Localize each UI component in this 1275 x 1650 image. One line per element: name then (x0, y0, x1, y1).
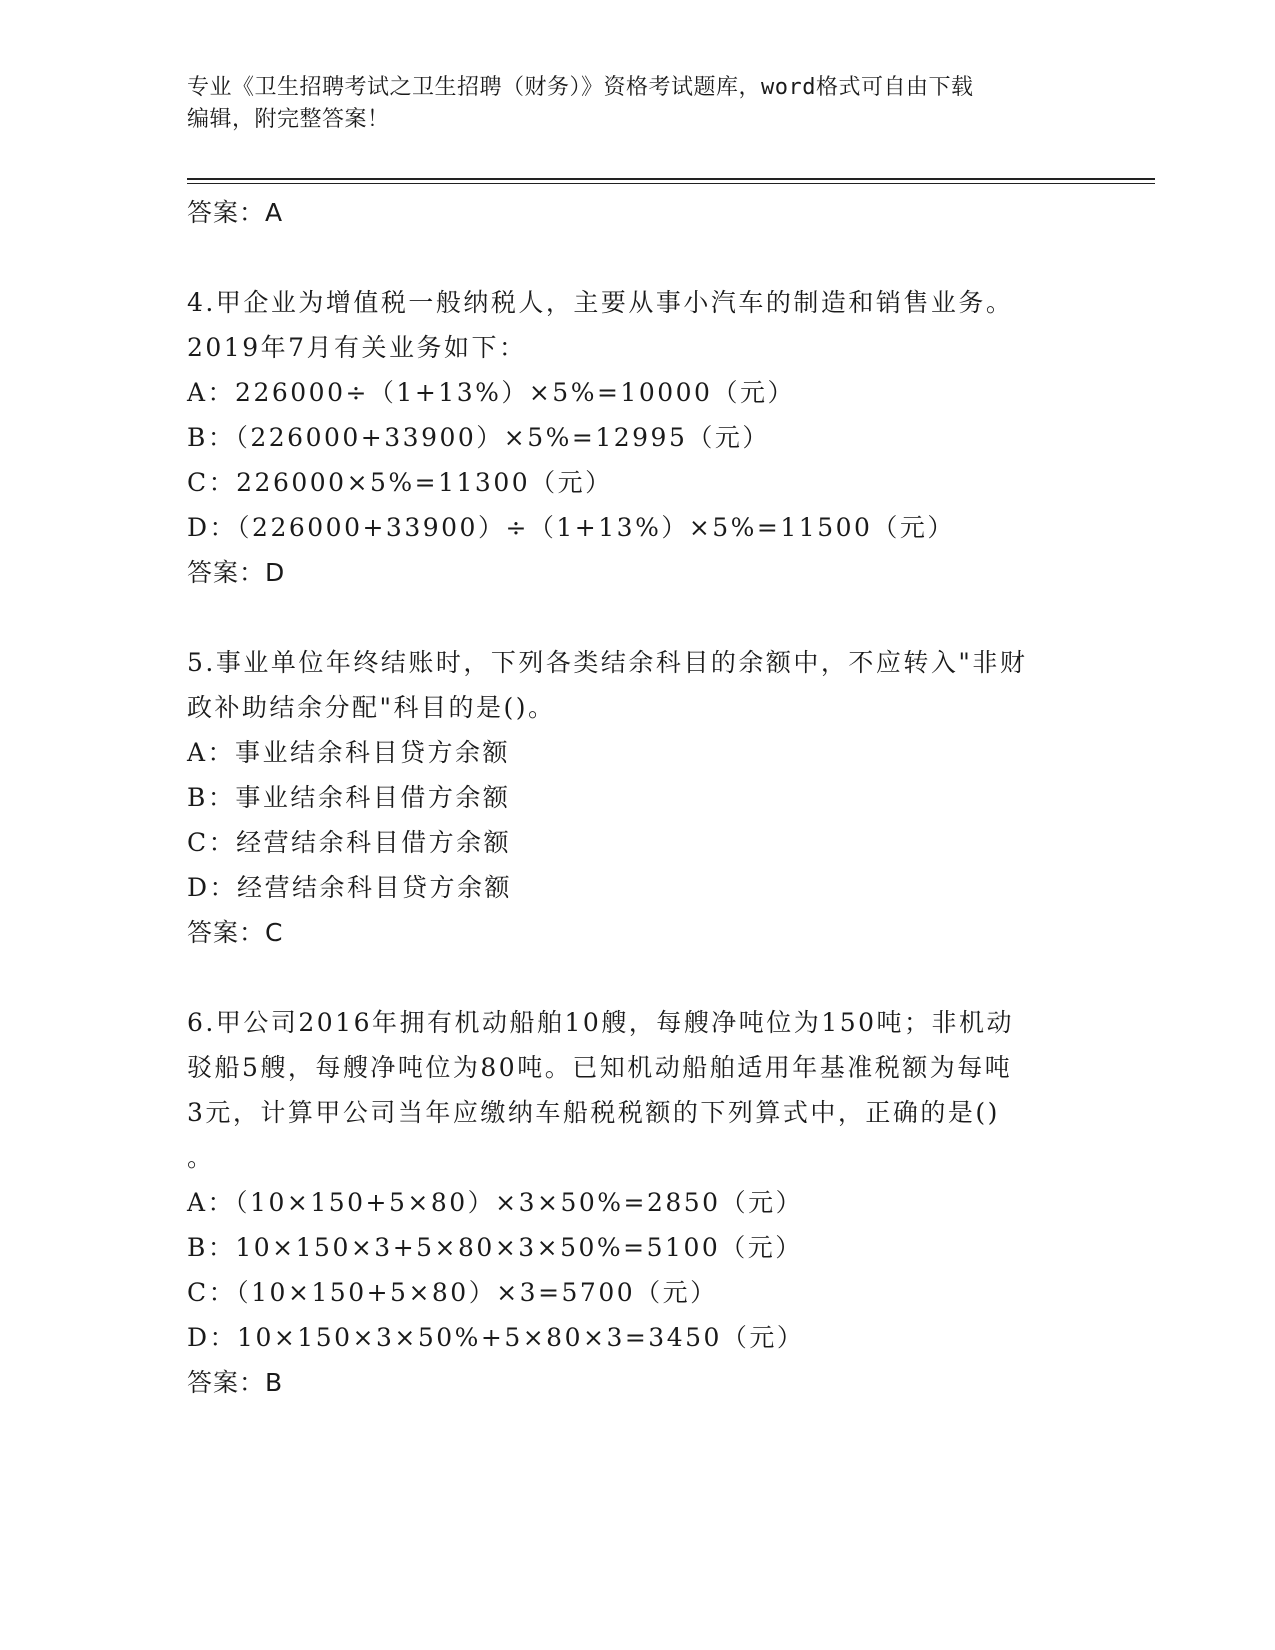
question-6-option-a: A：（10×150+5×80）×3×50%=2850（元） (187, 1188, 804, 1217)
question-6 (187, 1000, 1087, 1405)
question-4-option-d: D：（226000+33900）÷（1+13%）×5%=11500（元） (187, 513, 955, 542)
question-6-option-c: C：（10×150+5×80）×3=5700（元） (187, 1278, 718, 1307)
question-5-option-d: D：经营结余科目贷方余额 (187, 873, 513, 902)
question-6-line-3: 3元，计算甲公司当年应缴纳车船税税额的下列算式中，正确的是() (187, 1098, 1000, 1127)
question-4-line-1: 4.甲企业为增值税一般纳税人，主要从事小汽车的制造和销售业务。 (187, 288, 1014, 317)
question-4 (187, 280, 1087, 595)
question-4-line-2: 2019年7月有关业务如下： (187, 333, 527, 362)
question-4-option-a: A：226000÷（1+13%）×5%=10000（元） (187, 378, 795, 407)
question-5-option-b: B：事业结余科目借方余额 (187, 783, 511, 812)
spacer (187, 595, 1087, 640)
spacer (187, 235, 1087, 280)
question-5-line-2: 政补助结余分配"科目的是()。 (187, 693, 556, 722)
page-header (187, 72, 1087, 136)
question-5-option-c: C：经营结余科目借方余额 (187, 828, 512, 857)
question-4-option-b: B：（226000+33900）×5%=12995（元） (187, 423, 770, 452)
answer-q6: 答案：B (187, 1368, 284, 1397)
question-4-option-c: C：226000×5%=11300（元） (187, 468, 613, 497)
question-6-option-d: D：10×150×3×50%+5×80×3=3450（元） (187, 1323, 805, 1352)
question-5 (187, 640, 1087, 955)
question-6-option-b: B：10×150×3+5×80×3×50%=5100（元） (187, 1233, 803, 1262)
question-6-line-1: 6.甲公司2016年拥有机动船舶10艘，每艘净吨位为150吨；非机动 (187, 1008, 1015, 1037)
question-5-option-a: A：事业结余科目贷方余额 (187, 738, 511, 767)
spacer (187, 955, 1087, 1000)
answer-q5: 答案：C (187, 918, 284, 947)
question-5-line-1: 5.事业单位年终结账时，下列各类结余科目的余额中，不应转入"非财 (187, 648, 1028, 677)
answer-q4: 答案：D (187, 558, 286, 587)
question-6-line-2: 驳船5艘，每艘净吨位为80吨。已知机动船舶适用年基准税额为每吨 (187, 1053, 1013, 1082)
answer-q3: 答案：A (187, 198, 284, 227)
question-list (187, 190, 1087, 1405)
header-divider-thick (187, 178, 1155, 180)
header-line-1: 专业《卫生招聘考试之卫生招聘（财务）》资格考试题库，word格式可自由下载 (187, 75, 974, 100)
header-divider-thin (187, 183, 1155, 184)
header-line-2: 编辑，附完整答案！ (187, 107, 390, 132)
question-6-line-4: 。 (187, 1143, 215, 1172)
